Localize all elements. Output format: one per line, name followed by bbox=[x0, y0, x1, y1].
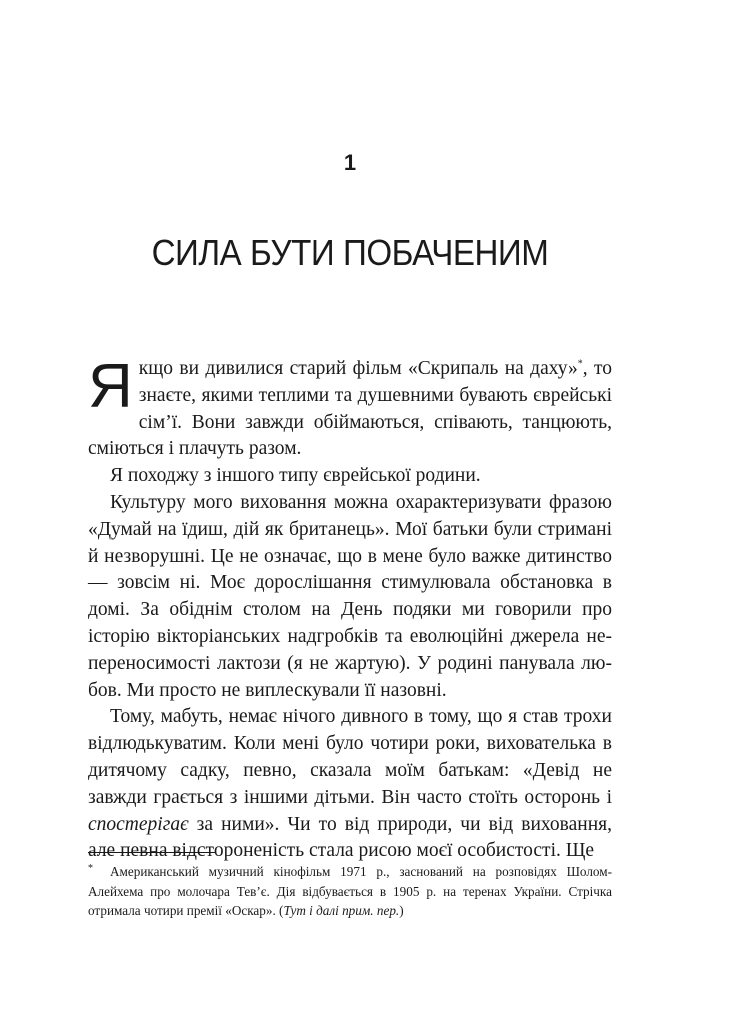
paragraph-4-emphasis: спостерігає bbox=[88, 813, 189, 835]
chapter-title: СИЛА БУТИ ПОБАЧЕНИМ bbox=[151, 232, 549, 273]
footnote-body bbox=[88, 862, 612, 921]
paragraph-1 bbox=[88, 352, 612, 463]
paragraph-1-text: кщо ви дивилися старий фільм «Скрипаль на даху» bbox=[138, 358, 578, 379]
footnote-mark: * bbox=[88, 863, 93, 874]
footnote-divider bbox=[88, 852, 216, 853]
footnote-emphasis: Тут і далі прим. пер. bbox=[283, 903, 400, 918]
paragraph-4-text-a: Тому, мабуть, немає нічого дивного в тому, що я став трохи відлюдькуватим. Коли мені було чотири роки, вихователька в дитячому садку, певно, сказала моїм батькам: «Девід не завжди грається з іншими дітьми. Він часто стоїть осторонь і bbox=[88, 706, 612, 808]
body-text bbox=[88, 352, 612, 865]
paragraph-3: Культуру мого виховання можна охарактеризувати фразою «Думай на їдиш, дій як британець». Мої батьки були стримані й незворушні. Це не означає, що в мене було важке дитинство — зовсім ні. Моє дорослішання стимулювала обстановка в домі. За обіднім столом на День подяки ми говорили про історію вікторіанських надгробків та еволюційні джерела непереносимості лактози (я не жартую). У родині панувала любов. Ми просто не виплескували її назовні. bbox=[88, 491, 612, 701]
paragraph-2: Я походжу з іншого типу єврейської родини. bbox=[110, 465, 481, 487]
footnote-reference: * bbox=[577, 358, 583, 370]
drop-cap: Я bbox=[88, 352, 133, 421]
paragraph-4 bbox=[88, 704, 612, 865]
footnote-text-a: Американський музичний кінофільм 1971 р., заснований на розповідях Шолом-Алейхема про молочара Тев’є. Дія відбувається в 1905 р. на теренах України. Стрічка отримала чотири премії «Оскар». ( bbox=[88, 864, 612, 918]
paragraph-1-rest: , то знаєте, якими теплими та душевними бувають єврейські сім’ї. Вони завжди обіймаються, співають, танцюють, сміються і плачуть разом. bbox=[88, 358, 612, 460]
paragraph-4-text-b: за ними». Чи то від природи, чи від виховання, але певна відстороненість стала рисою моєї особистості. Ще bbox=[88, 813, 612, 862]
footnote bbox=[88, 862, 612, 921]
chapter-number: 1 bbox=[343, 150, 357, 175]
footnote-text-b: ) bbox=[399, 903, 404, 918]
